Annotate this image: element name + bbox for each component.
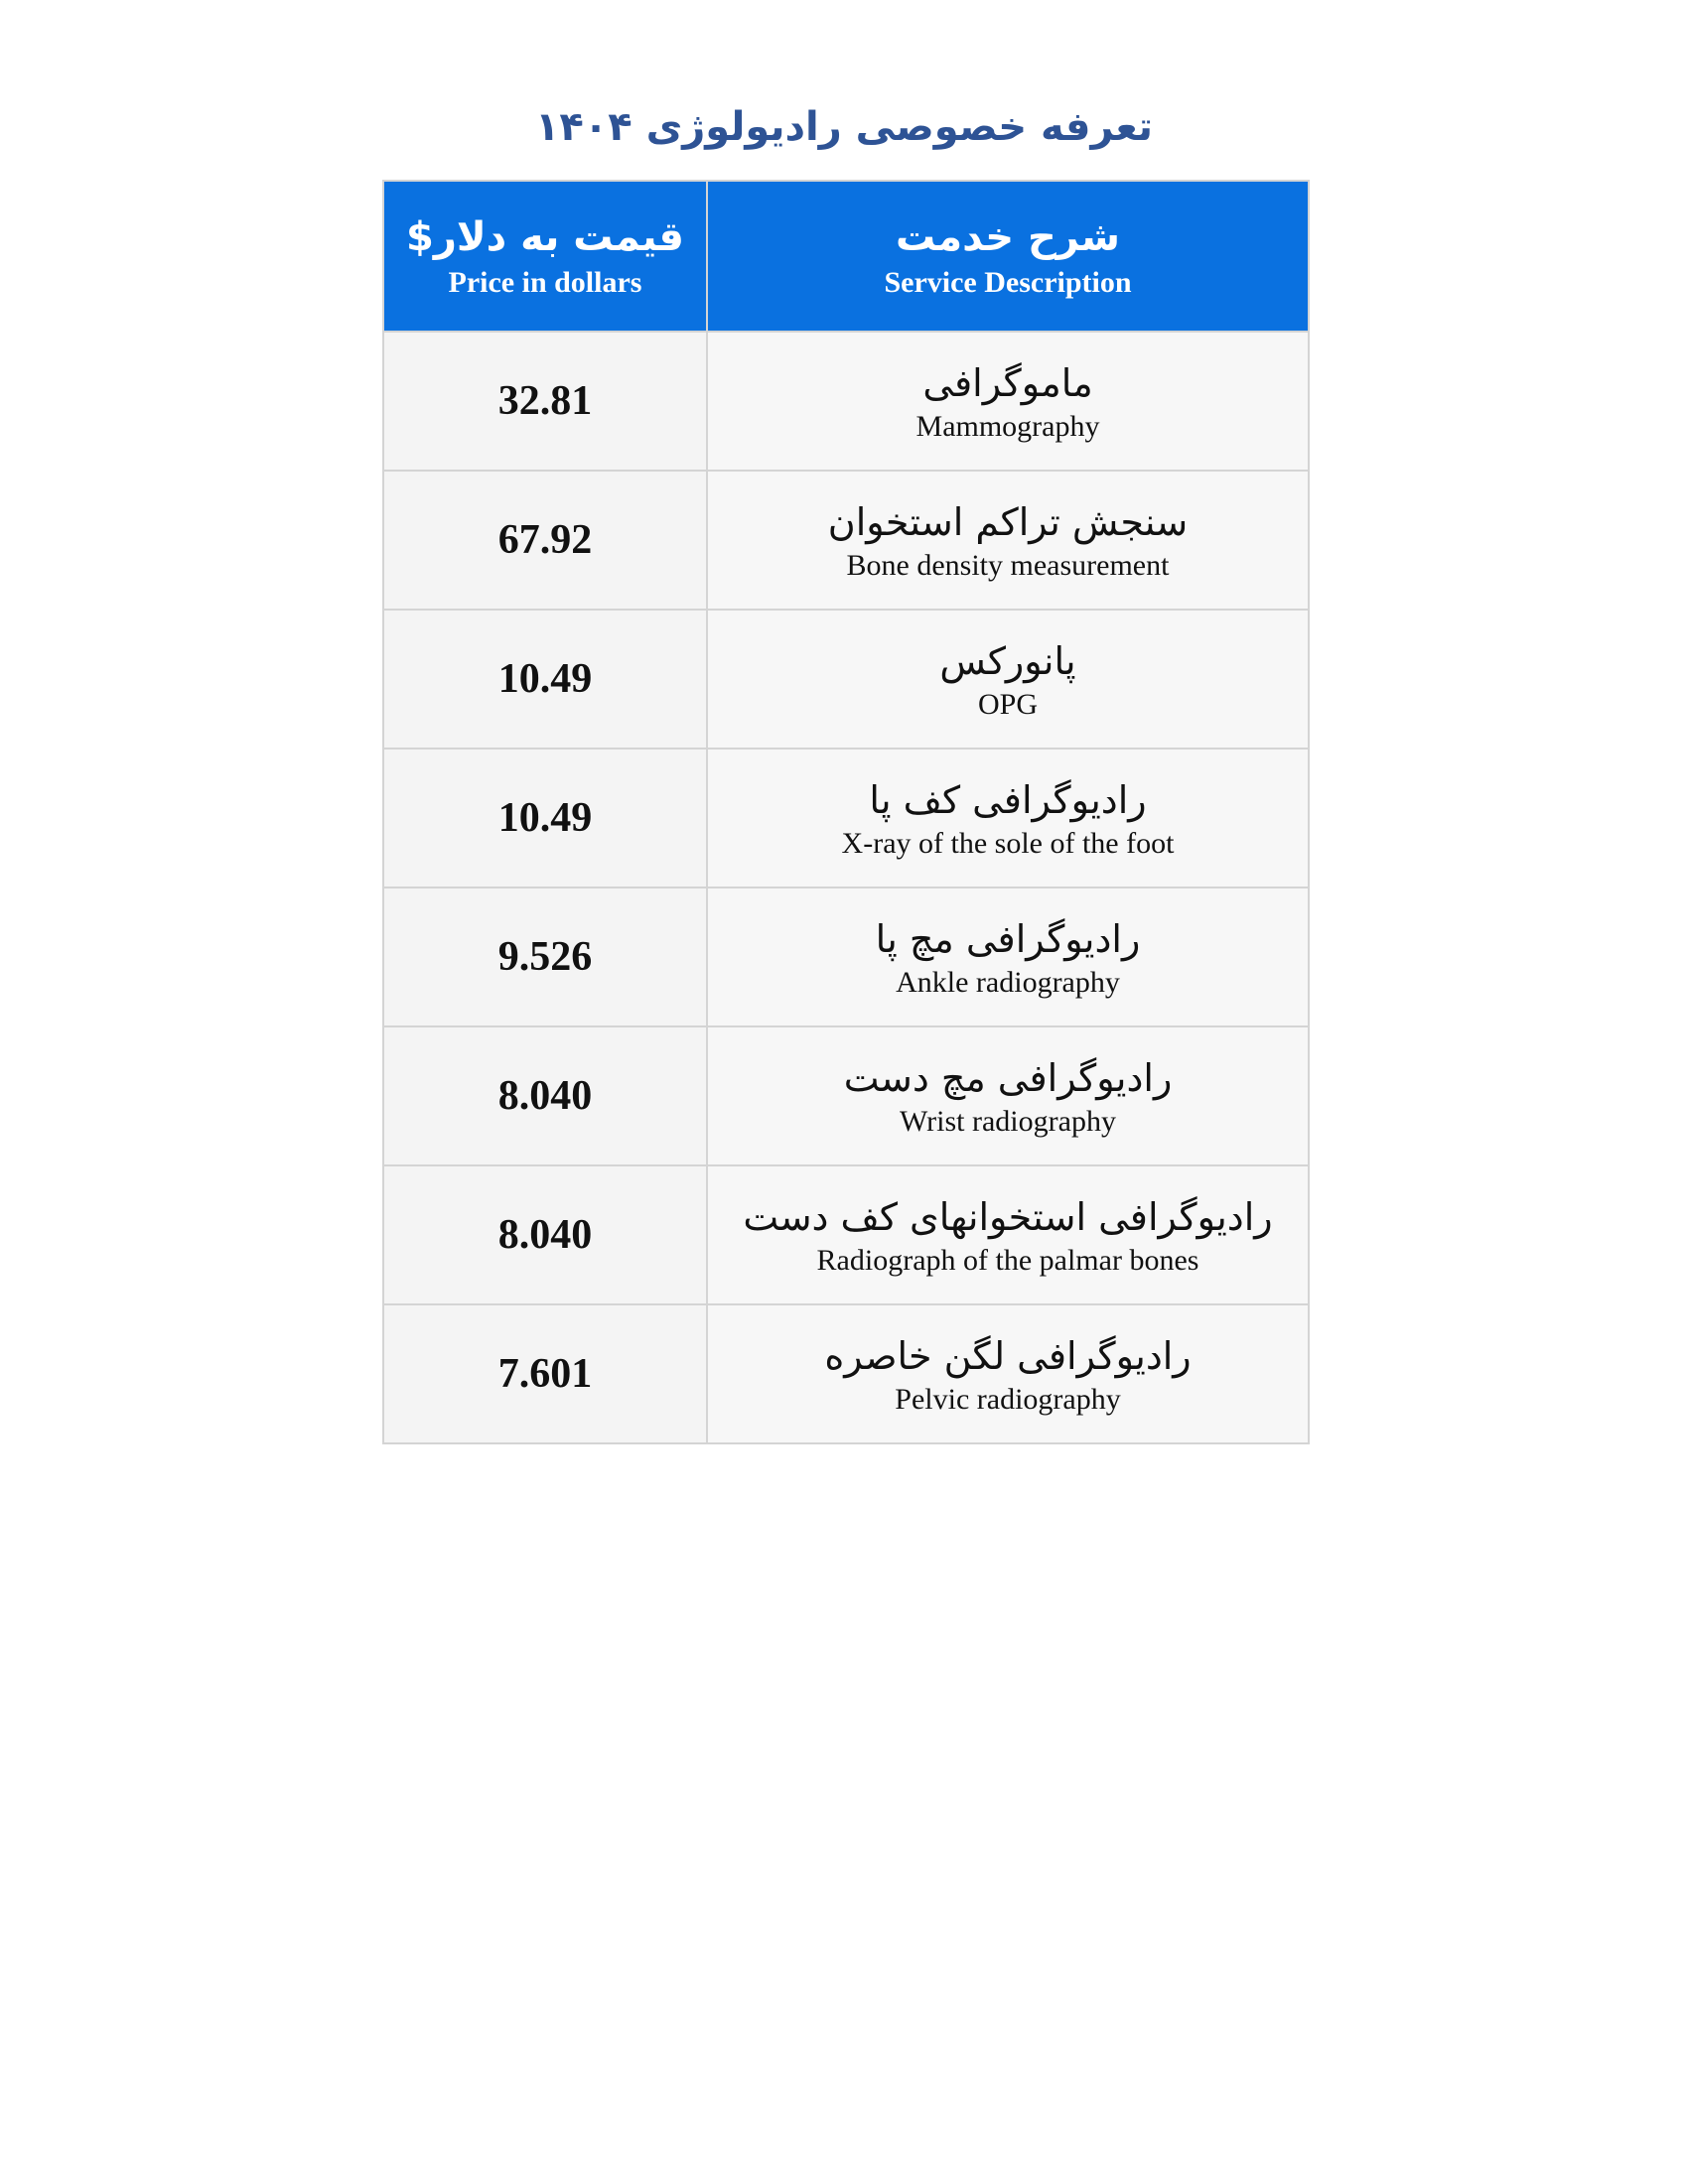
price-value: 8.040 xyxy=(497,1073,593,1119)
price-value: 32.81 xyxy=(497,378,593,424)
price-value: 10.49 xyxy=(497,656,593,702)
service-name-english: Bone density measurement xyxy=(846,549,1170,582)
description-cell xyxy=(707,332,1309,471)
price-header-persian: قیمت به دلار$ xyxy=(406,214,684,260)
table-row xyxy=(383,887,1309,1026)
table-header-row xyxy=(383,181,1309,332)
description-header-english: Service Description xyxy=(884,266,1132,299)
price-cell xyxy=(383,1304,707,1443)
table-row xyxy=(383,1026,1309,1165)
description-cell xyxy=(707,610,1309,749)
price-cell xyxy=(383,332,707,471)
price-value: 67.92 xyxy=(497,517,593,563)
description-column-header xyxy=(707,181,1309,332)
table-row xyxy=(383,332,1309,471)
service-name-english: Wrist radiography xyxy=(900,1105,1116,1138)
description-cell xyxy=(707,1026,1309,1165)
price-cell xyxy=(383,749,707,887)
service-name-english: Ankle radiography xyxy=(896,966,1120,999)
service-name-persian: ماموگرافی xyxy=(922,361,1093,405)
description-cell xyxy=(707,1165,1309,1304)
price-cell xyxy=(383,1026,707,1165)
description-cell xyxy=(707,471,1309,610)
service-name-persian: رادیوگرافی کف پا xyxy=(869,778,1147,822)
price-cell xyxy=(383,610,707,749)
service-name-persian: رادیوگرافی مچ دست xyxy=(843,1056,1173,1100)
description-cell xyxy=(707,887,1309,1026)
price-value: 8.040 xyxy=(497,1212,593,1258)
price-header-english: Price in dollars xyxy=(448,266,642,299)
price-column-header xyxy=(383,181,707,332)
description-header-persian: شرح خدمت xyxy=(895,214,1120,260)
service-name-persian: پانورکس xyxy=(939,639,1076,683)
table-row xyxy=(383,749,1309,887)
price-value: 10.49 xyxy=(497,795,593,841)
price-value: 9.526 xyxy=(497,934,593,980)
description-cell xyxy=(707,749,1309,887)
tariff-table xyxy=(382,180,1310,1444)
page-title: تعرفه خصوصی رادیولوژی ۱۴۰۴ xyxy=(535,104,1153,150)
price-cell xyxy=(383,887,707,1026)
service-name-english: Mammography xyxy=(915,410,1100,443)
service-name-persian: رادیوگرافی استخوانهای کف دست xyxy=(743,1195,1273,1239)
table-row xyxy=(383,1304,1309,1443)
table-row xyxy=(383,1165,1309,1304)
table-row xyxy=(383,610,1309,749)
price-cell xyxy=(383,471,707,610)
service-name-english: Radiograph of the palmar bones xyxy=(816,1244,1199,1277)
service-name-english: Pelvic radiography xyxy=(895,1383,1121,1416)
price-cell xyxy=(383,1165,707,1304)
table-row xyxy=(383,471,1309,610)
price-value: 7.601 xyxy=(497,1351,593,1397)
service-name-persian: سنجش تراکم استخوان xyxy=(827,500,1189,544)
service-name-persian: رادیوگرافی لگن خاصره xyxy=(824,1334,1192,1378)
service-name-english: X-ray of the sole of the foot xyxy=(841,827,1175,860)
description-cell xyxy=(707,1304,1309,1443)
service-name-english: OPG xyxy=(977,688,1038,721)
service-name-persian: رادیوگرافی مچ پا xyxy=(875,917,1141,961)
